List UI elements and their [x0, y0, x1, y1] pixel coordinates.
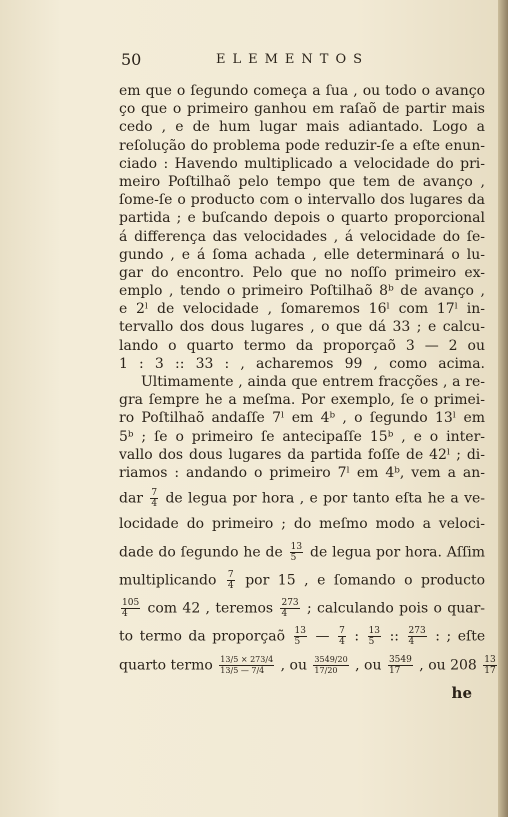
text-fragment: ; eſte [446, 628, 486, 645]
text-line-27 [119, 598, 485, 619]
fraction: $\frac{3549/20}{17/20}$ [314, 655, 348, 675]
fraction: $\frac{13}{5}$ [290, 542, 303, 563]
text-line-29 [119, 655, 496, 676]
text-fragment: , ou [355, 657, 382, 674]
fraction: $\frac{13}{5}$ [294, 626, 306, 647]
text-line-28: to termo da proporçaõ $\frac{13}{5}$ — $\frac{7}{4}$ : $\frac{13}{5}$ :: $\frac{273}{4}$ : ; eſte [119, 626, 486, 647]
text-line: em que o ſegundo começa a ſua , ou todo o avanço [119, 83, 485, 99]
text-line: ro Poſtilhaõ andaſſe 7ˡ em 4ᵇ , o ſegundo 13ˡ em [119, 410, 485, 427]
text-line: ço que o primeiro ganhou em raſaõ de partir mais [119, 101, 485, 118]
text-line: riamos : andando o primeiro 7ˡ em 4ᵇ, vem a an- [119, 464, 485, 481]
text-line-24 [119, 516, 485, 532]
fraction: $\frac{13}{5}$ [368, 626, 381, 647]
text-fragment: com 42 , teremos [147, 600, 274, 617]
fraction: $\frac{3549}{17}$ [388, 655, 412, 676]
text-line: gra ſempre he a meſma. Por exemplo, ſe o primei- [119, 392, 485, 409]
text-line-26 [119, 570, 485, 591]
body-text [119, 82, 485, 482]
text-line: partida ; e buſcando depois o quarto proporcional [119, 210, 485, 227]
text-fragment: quarto termo [119, 657, 213, 674]
text-fragment: dade do ſegundo he de [119, 544, 283, 561]
text-line: cedo , e de hum lugar mais adiantado. Logo a [119, 119, 485, 136]
text-line: Ultimamente , ainda que entrem fracções , a re- [141, 374, 485, 390]
fraction: $\frac{273}{4}$ [408, 626, 426, 647]
fraction: $\frac{7}{4}$ [339, 626, 345, 647]
text-line: gar do encontro. Pelo que no noſſo primeiro ex- [119, 264, 485, 281]
text-line: ſome-ſe o producto com o intervallo dos lugares da [119, 192, 485, 209]
text-line: lando o quarto termo da proporçaõ 3 — 2 ou [119, 337, 485, 354]
text-line: á differença das velocidades , á velocidade do ſe- [119, 228, 485, 245]
fraction: $\frac{13/5 \times 273/4}{13/5 — 7/4}$ [220, 655, 274, 675]
text-fragment: multiplicando [119, 572, 217, 589]
text-fragment: ; calculando pois o quar- [307, 600, 486, 617]
text-line: 5ᵇ ; ſe o primeiro ſe antecipaſſe 15ᵇ , e o inter- [119, 428, 485, 445]
text-line: 1 : 3 :: 33 : , acharemos 99 , como acima. [119, 355, 485, 372]
fraction: $\frac{105}{4}$ [122, 598, 140, 619]
text-fragment: por 15 , e ſomando o producto [245, 572, 486, 589]
fraction: $\frac{13}{17}$ [484, 655, 496, 676]
text-line: vallo dos dous lugares da partida foſſe de 42ˡ ; di- [119, 446, 485, 463]
catchword: he [451, 684, 472, 702]
text-line: ciado : Havendo multiplicado a velocidade do pri- [119, 155, 485, 172]
running-title: ELEMENTOS [216, 52, 370, 67]
text-line-23 [119, 488, 485, 509]
fraction: $\frac{273}{4}$ [281, 598, 299, 619]
text-line: reſolução do problema pode reduzir-ſe a eſte enun- [119, 137, 485, 154]
page-header [121, 50, 485, 74]
fraction: $\frac{7}{4}$ [151, 488, 158, 509]
text-line: meiro Poſtilhaõ pelo tempo que tem de avanço , [119, 173, 485, 190]
text-line-25 [119, 542, 485, 563]
text-fragment: dar [119, 490, 144, 507]
text-fragment: , ou 208 [419, 657, 477, 674]
text-fragment: , ou [280, 657, 307, 674]
fraction: $\frac{7}{4}$ [227, 570, 234, 591]
text-line: gundo , e á ſoma achada , elle determinará o lu- [119, 246, 485, 263]
text-fragment: to termo da proporçaõ [119, 628, 286, 645]
text-line: emplo , tendo o primeiro Poſtilhaõ 8ᵇ de avanço , [119, 283, 485, 300]
page-edge [498, 0, 508, 817]
text-fragment: locidade do primeiro ; do meſmo modo a veloci- [119, 516, 485, 532]
text-line: tervallo dos dous lugares , o que dá 33 ; e calcu- [119, 319, 485, 336]
text-fragment: de legua por hora. Aſſim [310, 544, 486, 561]
page-number: 50 [121, 50, 142, 69]
text-fragment: de legua por hora , e por tanto eſta he a ve- [165, 490, 485, 507]
text-line: e 2ˡ de velocidade , ſomaremos 16ˡ com 17ˡ in- [119, 301, 485, 318]
